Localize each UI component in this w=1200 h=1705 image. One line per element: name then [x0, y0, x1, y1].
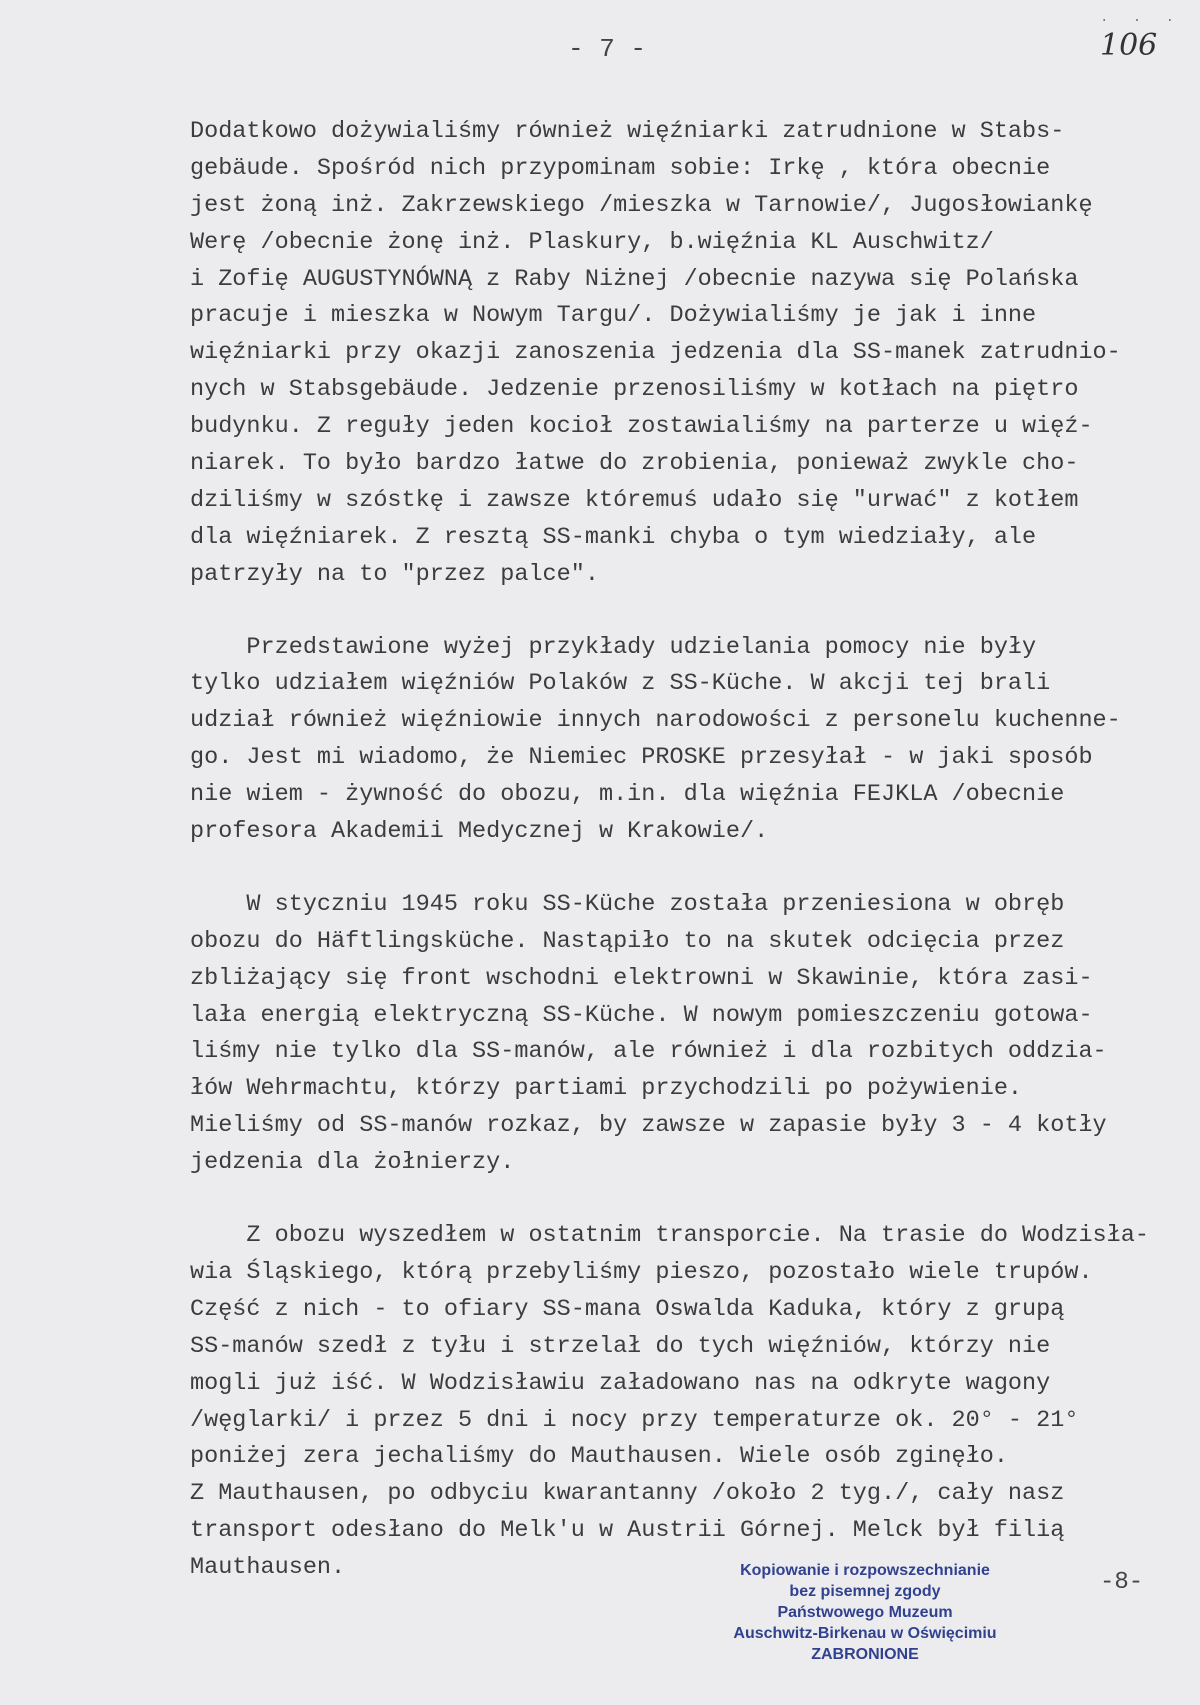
text-line: transport odesłano do Melk'u w Austrii Górnej. Melck był filią	[190, 1517, 1065, 1545]
text-line: mogli już iść. W Wodzisławiu załadowano nas na odkryte wagony	[190, 1369, 1051, 1397]
text-line: obozu do Häftlingsküche. Nastąpiło to na skutek odcięcia przez	[190, 927, 1065, 955]
text-line: liśmy nie tylko dla SS-manów, ale również i dla rozbitych oddzia-	[190, 1038, 1107, 1066]
body-text	[190, 114, 1180, 1623]
text-line: Mauthausen.	[190, 1554, 346, 1582]
text-line: nie wiem - żywność do obozu, m.in. dla więźnia FEJKLA /obecnie	[190, 781, 1065, 809]
text-line: Dodatkowo dożywialiśmy również więźniarki zatrudnione w Stabs-	[190, 118, 1065, 145]
text-line: tylko udziałem więźniów Polaków z SS-Küche. W akcji tej brali	[190, 670, 1051, 698]
text-line: dziliśmy w szóstkę i zawsze któremuś udało się "urwać" z kotłem	[190, 486, 1079, 514]
text-line: jest żoną inż. Zakrzewskiego /mieszka w Tarnowie/, Jugosłowiankę	[190, 191, 1093, 219]
text-line: gebäude. Spośród nich przypominam sobie: Irkę , która obecnie	[190, 154, 1051, 182]
corner-dots: . . .	[1100, 10, 1183, 26]
text-line: Przedstawione wyżej przykłady udzielania pomocy nie były	[190, 633, 1037, 661]
text-line: Część z nich - to ofiary SS-mana Oswalda Kaduka, który z grupą	[190, 1295, 1065, 1323]
text-line: zbliżający się front wschodni elektrowni w Skawinie, która zasi-	[190, 964, 1093, 992]
text-line: dla więźniarek. Z resztą SS-manki chyba o tym wiedziały, ale	[190, 523, 1037, 551]
text-line: więźniarki przy okazji zanoszenia jedzenia dla SS-manek zatrudnio-	[190, 339, 1121, 367]
text-line: patrzyły na to "przez palce".	[190, 560, 599, 588]
page-number: - 7 -	[568, 34, 647, 64]
paragraph	[190, 630, 1180, 851]
copyright-stamp	[700, 1560, 1030, 1665]
stamp-line: Państwowego Muzeum	[777, 1604, 953, 1621]
archive-number: 106	[1100, 28, 1158, 63]
text-line: profesora Akademii Medycznej w Krakowie/.	[190, 818, 769, 846]
text-line: Z Mauthausen, po odbyciu kwarantanny /około 2 tyg./, cały nasz	[190, 1480, 1065, 1508]
text-line: lała energią elektryczną SS-Küche. W nowym pomieszczeniu gotowa-	[190, 1001, 1093, 1029]
text-line: wia Śląskiego, którą przebyliśmy pieszo, pozostało wiele trupów.	[190, 1258, 1093, 1286]
text-line: /węglarki/ i przez 5 dni i nocy przy temperaturze ok. 20° - 21°	[190, 1406, 1079, 1434]
text-line: nych w Stabsgebäude. Jedzenie przenosiliśmy w kotłach na piętro	[190, 376, 1079, 404]
paragraph	[190, 887, 1180, 1182]
text-line: niarek. To było bardzo łatwe do zrobienia, ponieważ zwykle cho-	[190, 450, 1079, 478]
text-line: budynku. Z reguły jeden kocioł zostawialiśmy na parterze u więź-	[190, 413, 1093, 441]
stamp-line: Kopiowanie i rozpowszechnianie	[740, 1562, 990, 1579]
text-line: Mieliśmy od SS-manów rozkaz, by zawsze w zapasie były 3 - 4 kotły	[190, 1112, 1107, 1140]
text-line: jedzenia dla żołnierzy.	[190, 1149, 515, 1177]
stamp-line: ZABRONIONE	[811, 1646, 919, 1663]
next-page-marker: -8-	[1100, 1569, 1144, 1596]
text-line: udział również więźniowie innych narodowości z personelu kuchenne-	[190, 707, 1121, 735]
paragraph	[190, 114, 1180, 594]
stamp-line: bez pisemnej zgody	[789, 1583, 941, 1600]
paragraph	[190, 1218, 1180, 1587]
text-line: go. Jest mi wiadomo, że Niemiec PROSKE przesyłał - w jaki sposób	[190, 744, 1093, 772]
stamp-line: Auschwitz-Birkenau w Oświęcimiu	[733, 1625, 997, 1642]
text-line: pracuje i mieszka w Nowym Targu/. Dożywialiśmy je jak i inne	[190, 302, 1037, 330]
text-line: łów Wehrmachtu, którzy partiami przychodzili po pożywienie.	[190, 1075, 1023, 1103]
text-line: Z obozu wyszedłem w ostatnim transporcie. Na trasie do Wodzisła-	[190, 1222, 1149, 1250]
text-line: Werę /obecnie żonę inż. Plaskury, b.więźnia KL Auschwitz/	[190, 228, 994, 256]
text-line: poniżej zera jechaliśmy do Mauthausen. Wiele osób zginęło.	[190, 1443, 1008, 1471]
text-line: i Zofię AUGUSTYNÓWNĄ z Raby Niżnej /obecnie nazywa się Polańska	[190, 265, 1079, 293]
text-line: W styczniu 1945 roku SS-Küche została przeniesiona w obręb	[190, 890, 1065, 918]
text-line: SS-manów szedł z tyłu i strzelał do tych więźniów, którzy nie	[190, 1332, 1051, 1360]
